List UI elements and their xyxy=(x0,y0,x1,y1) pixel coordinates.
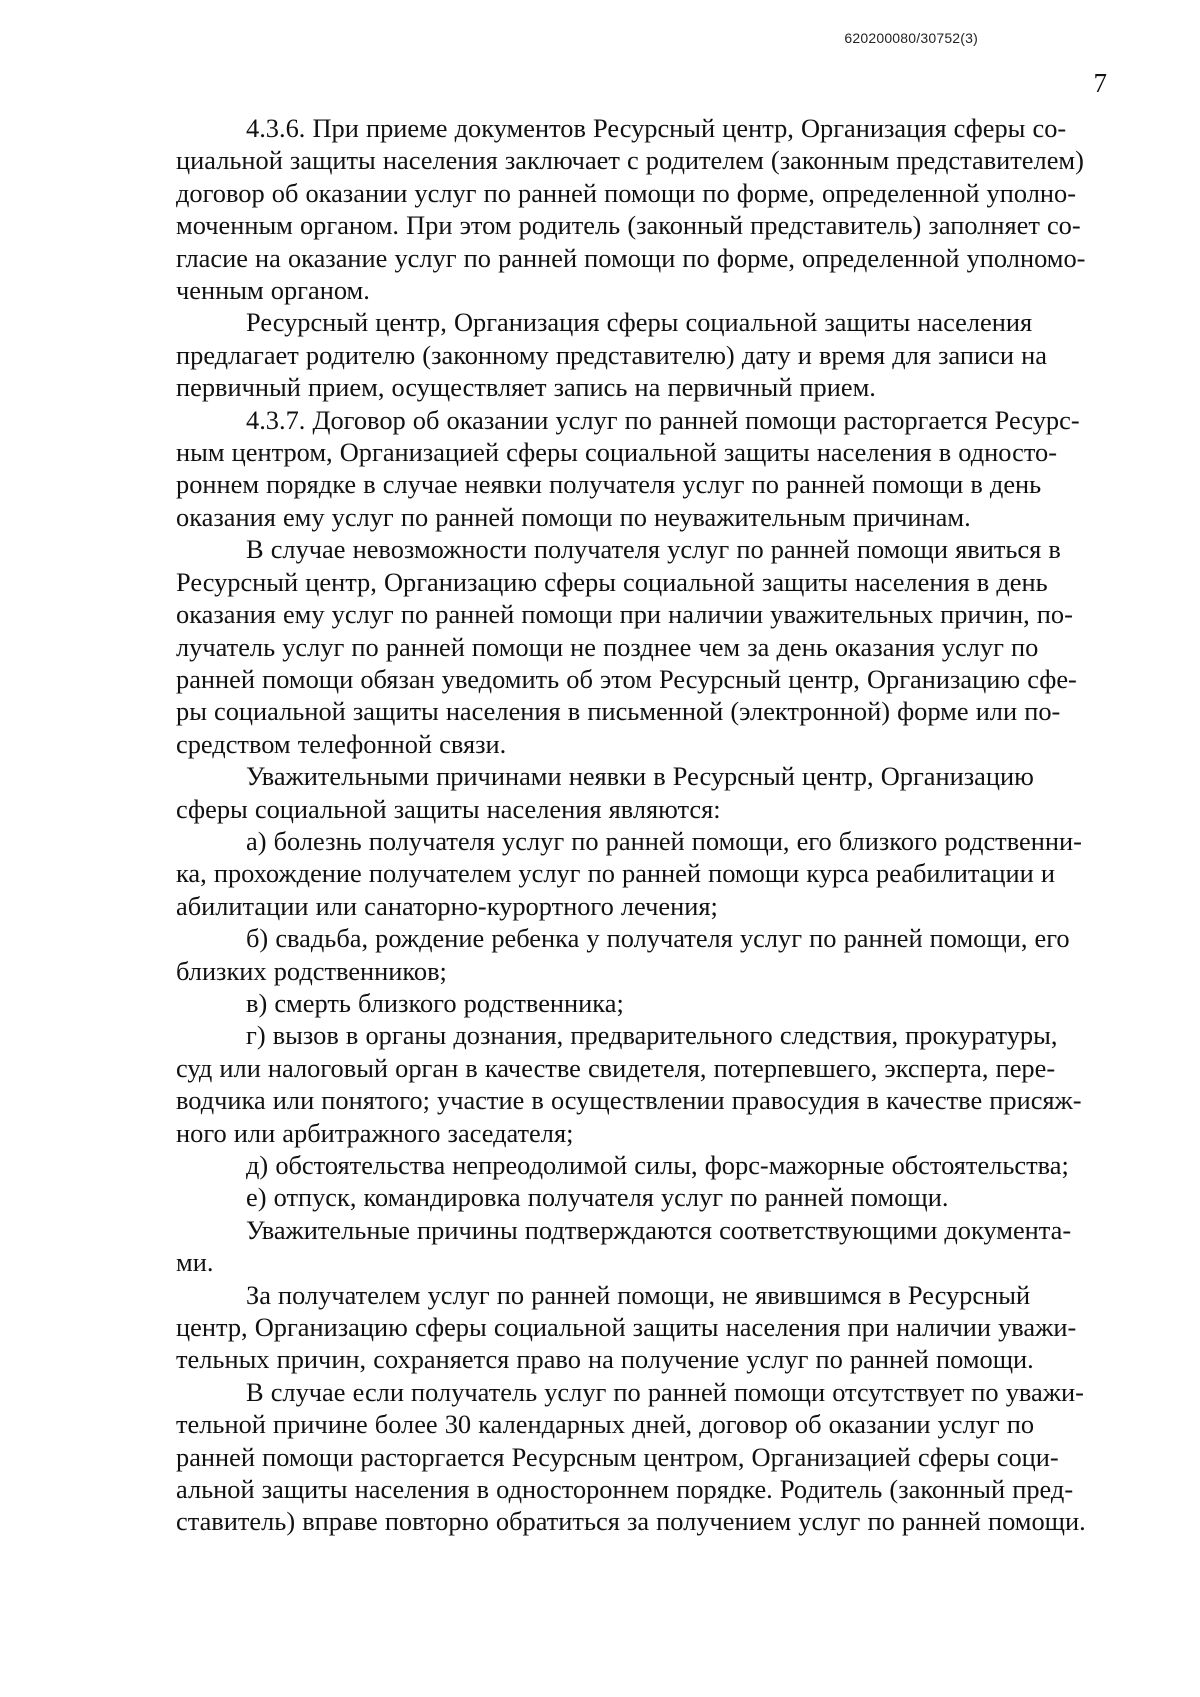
paragraph-valid-reasons-intro: Уважительными причинами неявки в Ресурсный центр, Организацию сферы социальной защиты населения являются: xyxy=(176,761,1034,824)
paragraph-4-3-7: 4.3.7. Договор об оказании услуг по ранней помощи расторгается Ресурс- ным центром, Организацией сферы социальной защиты населения в односто- роннем порядке в случае неявки получателя услуг по ранней помощи в день оказания ему услуг по ранней помощи по неуважительным причинам. xyxy=(176,404,1080,532)
list-item-d: д) обстоятельства непреодолимой силы, форс-мажорные обстоятельства; xyxy=(246,1150,1069,1180)
paragraph-4-3-6: 4.3.6. При приеме документов Ресурсный центр, Организация сферы со- циальной защиты населения заключает с родителем (законным представителем) договор об оказании услуг по ранней помощи по форме, определенной уполно- моченным органом. При этом родитель (законный представитель) заполняет со- гласие на оказание услуг по ранней помощи по форме, определенной уполномо- ченным органом. xyxy=(176,113,1086,306)
list-item-a: а) болезнь получателя услуг по ранней помощи, его близкого родственни- ка, прохождение получателем услуг по ранней помощи курса реабилитации и абилитации или санаторно-курортного лечения; xyxy=(176,825,1082,921)
paragraph-inability-to-attend: В случае невозможности получателя услуг по ранней помощи явиться в Ресурсный центр, Организацию сферы социальной защиты населения в день оказания ему услуг по ранней помощи при наличии уважительных причин, по- лучатель услуг по ранней помощи не позднее чем за день оказания услуг по ранней помощи обязан уведомить об этом Ресурсный центр, Организацию сфе- ры социальной защиты населения в письменной (электронной) форме или по- средством телефонной связи. xyxy=(176,534,1077,759)
paragraph-record-appointment: Ресурсный центр, Организация сферы социальной защиты населения предлагает родителю (законному представителю) дату и время для записи на первичный прием, осуществляет запись на первичный прием. xyxy=(176,307,1047,403)
document-registration-number: 620200080/30752(3) xyxy=(844,30,978,46)
list-item-e: е) отпуск, командировка получателя услуг по ранней помощи. xyxy=(246,1182,949,1213)
page-number: 7 xyxy=(1093,68,1107,98)
paragraph-right-retained: За получателем услуг по ранней помощи, не явившимся в Ресурсный центр, Организацию сферы социальной защиты населения при наличии уважи- тельных причин, сохраняется право на получение услуг по ранней помощи. xyxy=(176,1279,1077,1375)
document-body xyxy=(176,112,1148,1538)
list-item-b: б) свадьба, рождение ребенка у получателя услуг по ранней помощи, его близких родственников; xyxy=(176,923,1070,986)
paragraph-documents-confirmation: Уважительные причины подтверждаются соответствующими документа- ми. xyxy=(176,1214,1072,1278)
list-item-g: г) вызов в органы дознания, предварительного следствия, прокуратуры, суд или налоговый орган в качестве свидетеля, потерпевшего, эксперта, пере- водчика или понятого; участие в осуществлении правосудия в качестве присяж- ного или арбитражного заседателя; xyxy=(176,1020,1082,1148)
list-item-v: в) смерть близкого родственника; xyxy=(246,987,624,1018)
paragraph-absence-over-30-days: В случае если получатель услуг по ранней помощи отсутствует по уважи- тельной причине более 30 календарных дней, договор об оказании услуг по ранней помощи расторгается Ресурсным центром, Организацией сферы соци- альной защиты населения в одностороннем порядке. Родитель (законный пред- ставитель) вправе повторно обратиться за получением услуг по ранней помощи. xyxy=(176,1376,1086,1537)
